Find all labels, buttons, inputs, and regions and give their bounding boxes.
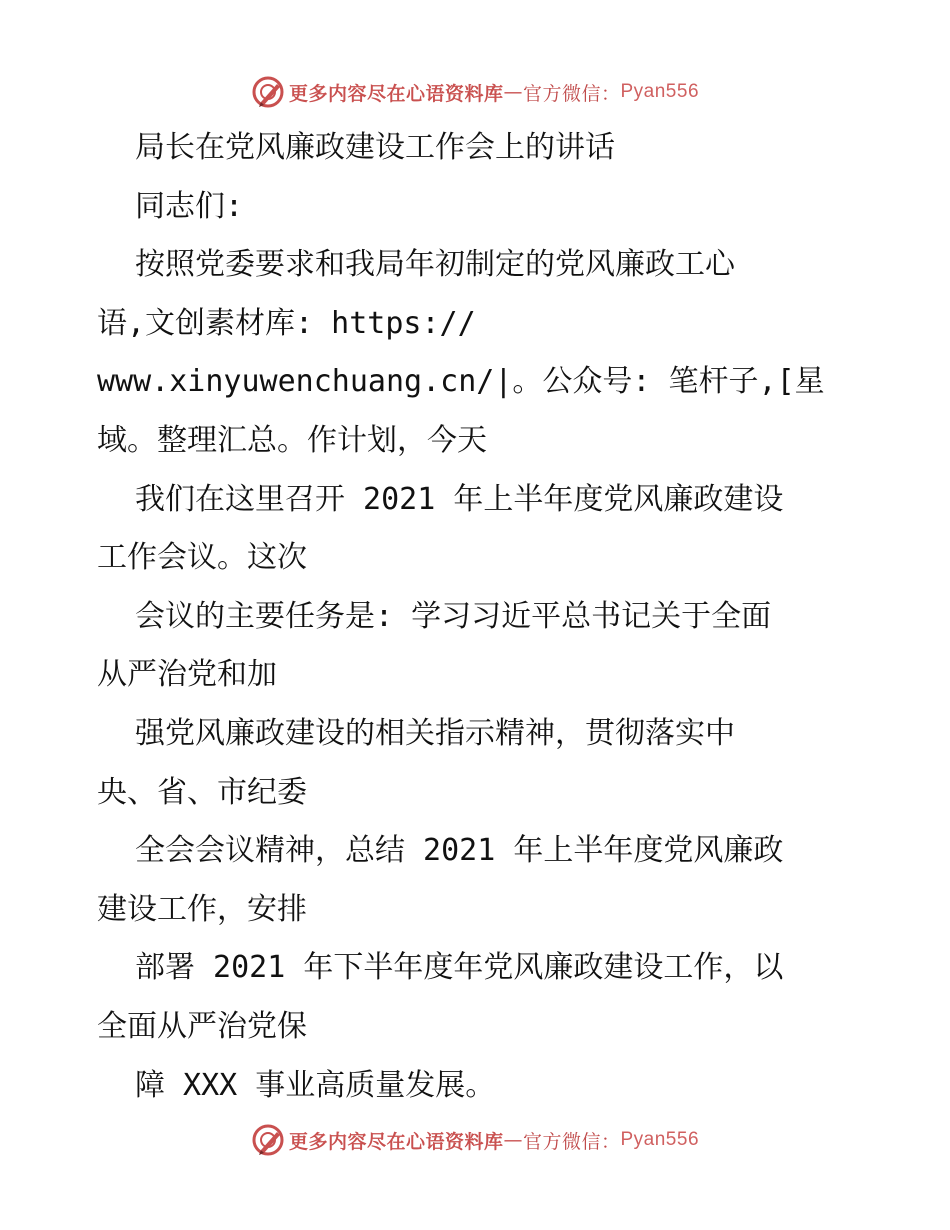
text-line: 部署 2021 年下半年度年党风廉政建设工作，以 — [135, 950, 784, 986]
text-line: 央、省、市纪委 — [97, 774, 307, 810]
text-line: 从严治党和加 — [97, 657, 277, 693]
watermark-banner-bottom — [0, 1120, 950, 1160]
watermark-main-text: 更多内容尽在心语资料库 — [288, 82, 504, 105]
watermark-official-label: 官方微信： — [522, 1130, 621, 1153]
pen-circle-logo-icon — [251, 75, 285, 109]
text-line: 建设工作，安排 — [97, 891, 307, 927]
text-line: 按照党委要求和我局年初制定的党风廉政工心 — [135, 247, 735, 283]
text-line: 全会会议精神，总结 2021 年上半年度党风廉政 — [135, 833, 784, 869]
text-line: 语,文创素材库: https:// — [97, 305, 476, 341]
watermark-account: Pyan556 — [620, 1129, 700, 1150]
watermark-main-text: 更多内容尽在心语资料库 — [288, 1130, 504, 1153]
document-title: 局长在党风廉政建设工作会上的讲话 — [135, 130, 615, 165]
text-line: 障 XXX 事业高质量发展。 — [135, 1067, 496, 1103]
text-line: 工作会议。这次 — [97, 540, 307, 576]
text-line: 全面从严治党保 — [97, 1008, 307, 1044]
text-line: 域。整理汇总。作计划，今天 — [97, 422, 487, 458]
salutation: 同志们: — [135, 188, 244, 224]
document-body — [97, 119, 857, 1115]
text-line: 强党风廉政建设的相关指示精神，贯彻落实中 — [135, 715, 735, 751]
text-line: 我们在这里召开 2021 年上半年度党风廉政建设 — [135, 481, 784, 517]
text-line: www.xinyuwenchuang.cn/|。公众号: 笔杆子,[星 — [97, 364, 825, 400]
pen-circle-logo-icon — [251, 1123, 285, 1157]
watermark-official-label: 官方微信： — [522, 82, 621, 105]
watermark-dash: — — [503, 1129, 523, 1151]
watermark-dash: — — [503, 81, 523, 103]
text-line: 会议的主要任务是: 学习习近平总书记关于全面 — [135, 598, 772, 634]
watermark-account: Pyan556 — [620, 81, 700, 102]
watermark-banner-top — [0, 72, 950, 112]
